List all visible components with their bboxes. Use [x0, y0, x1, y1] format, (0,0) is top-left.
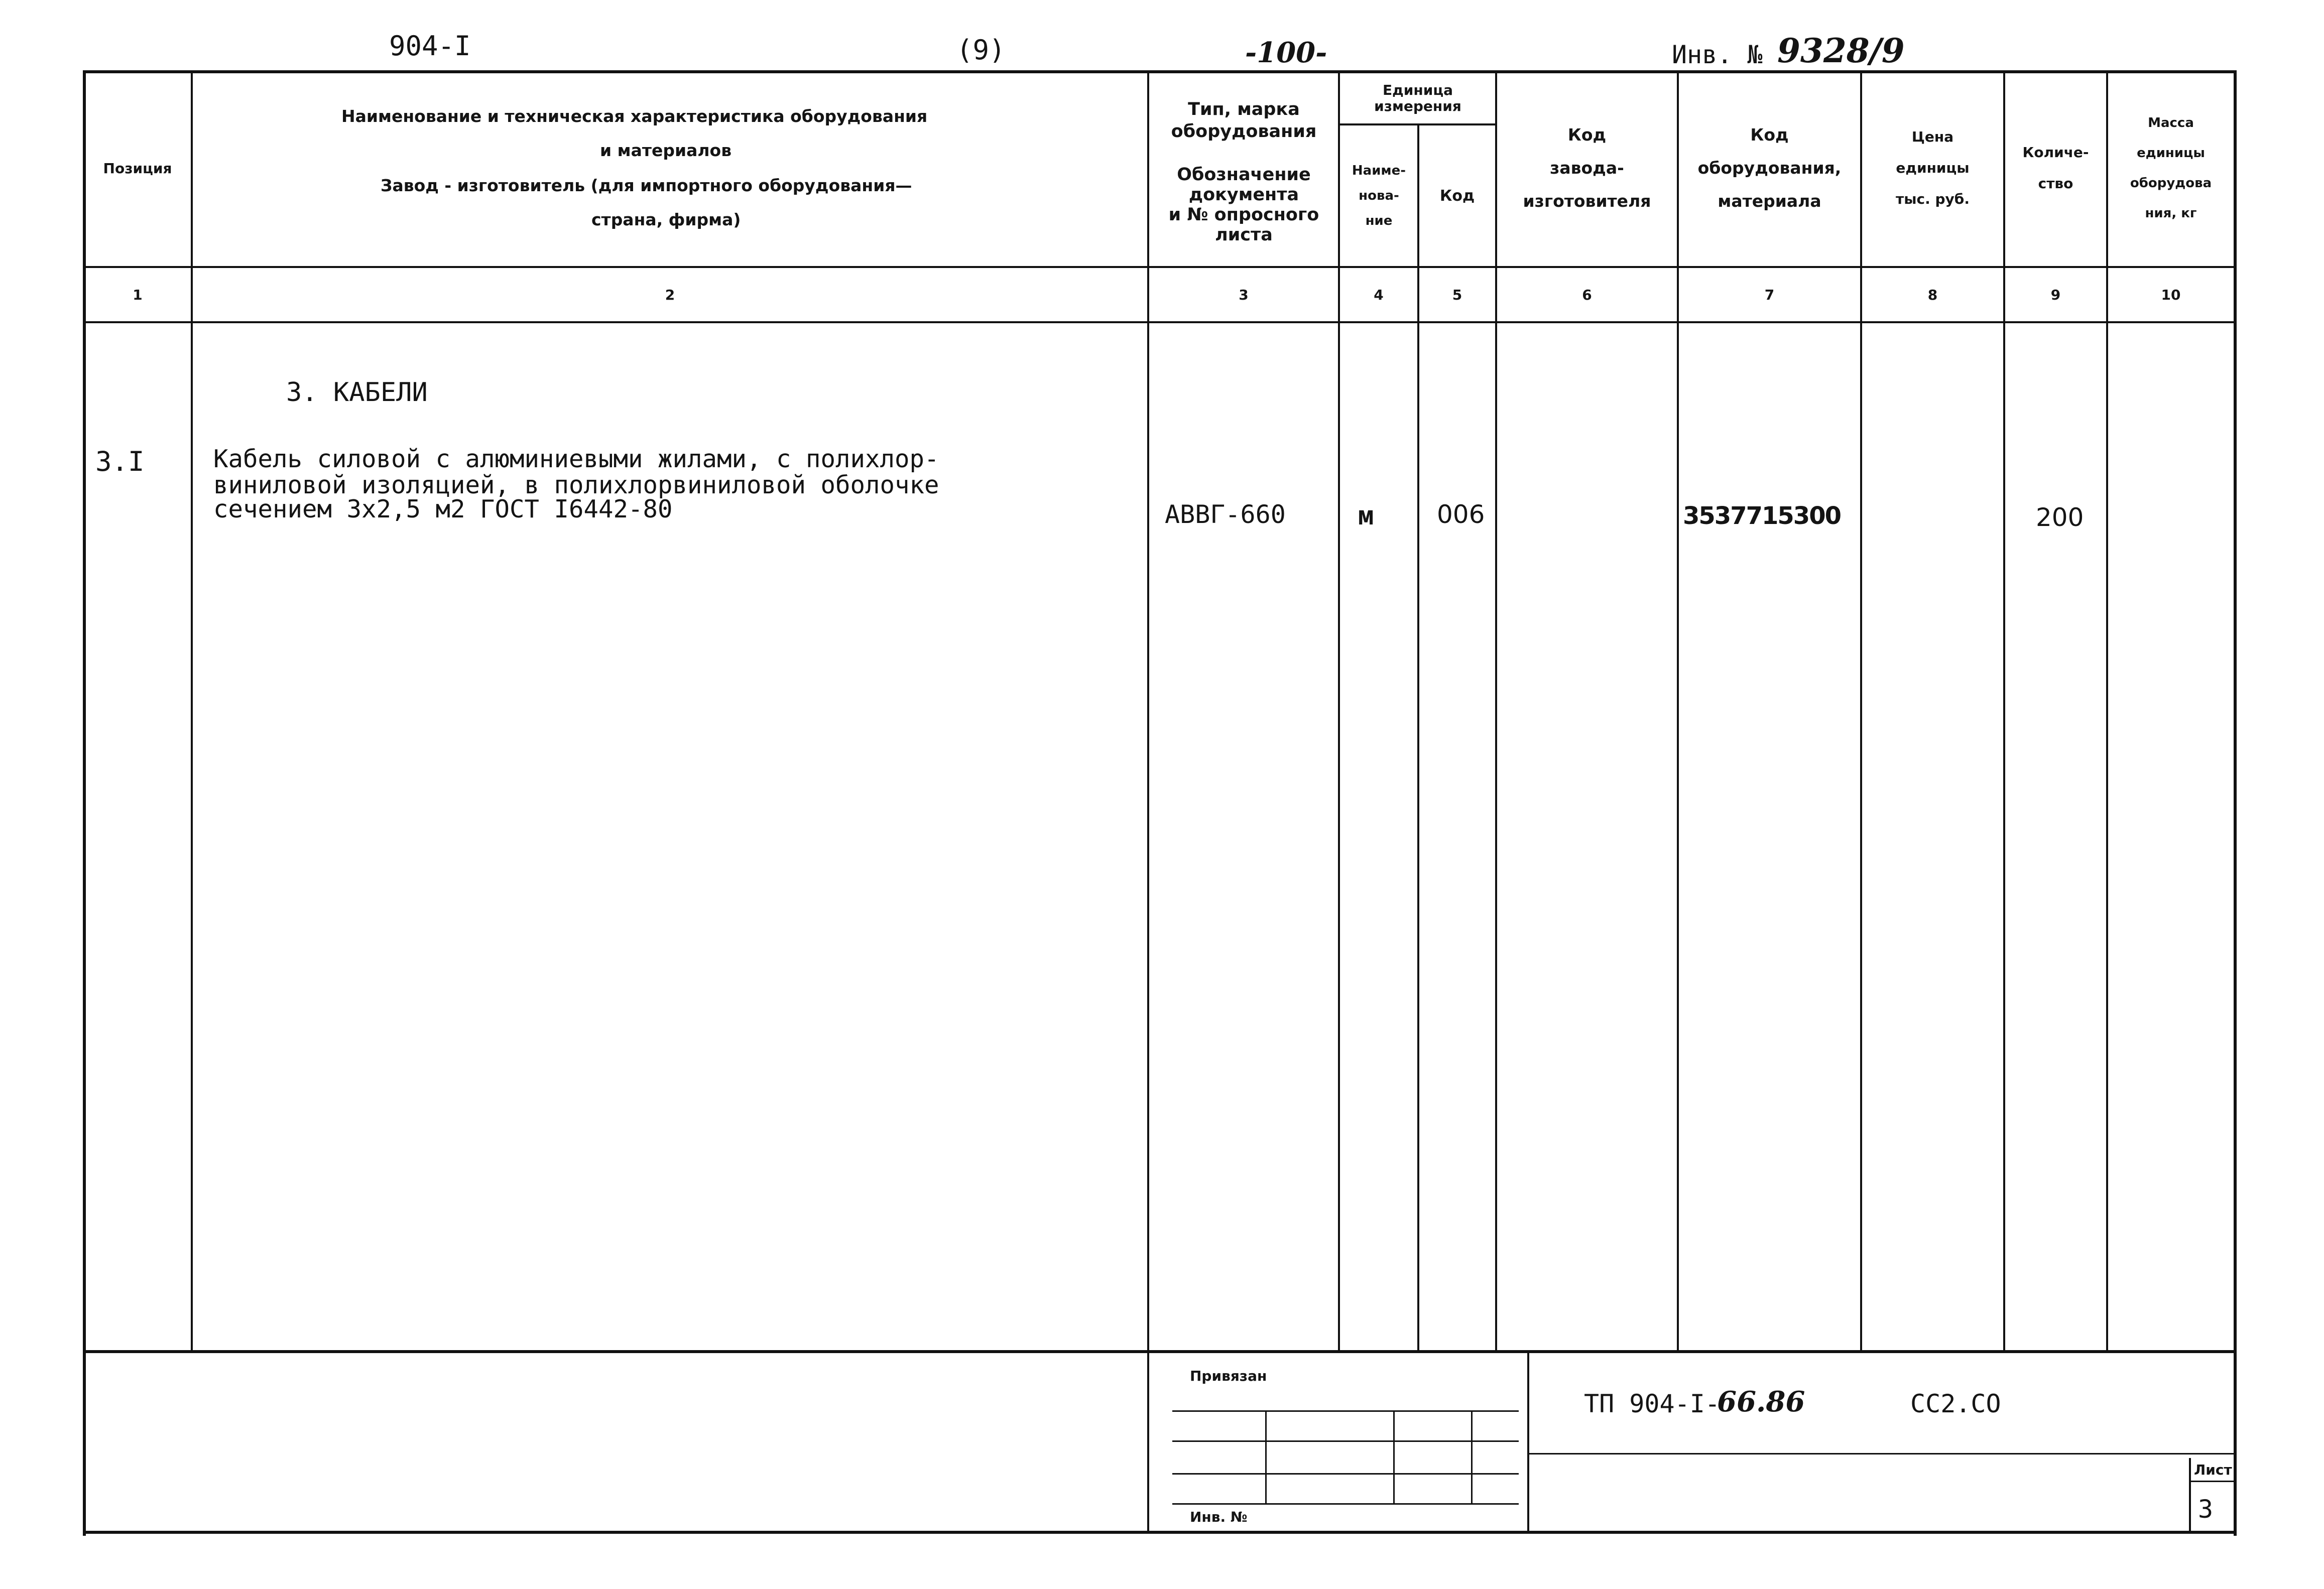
row-description-line: Кабель силовой с алюминиевыми жилами, с полихлор- [213, 445, 939, 473]
row-unit-code: 006 [1437, 500, 1485, 529]
row-description-line: виниловой изоляцией, в полихлорвиниловой оболочке [213, 471, 939, 499]
header-unit-code: Код [1439, 187, 1475, 205]
page-number: -100- [1245, 36, 1327, 69]
stamp-grid-line [1172, 1473, 1519, 1475]
header-quantity: Количе- ство [2022, 144, 2089, 192]
col-divider-1 [191, 70, 193, 1351]
stamp-top-line [83, 1350, 2237, 1353]
stamp-grid-line [1265, 1411, 1267, 1504]
document-code-prefix: ТП 904-I- [1584, 1389, 1720, 1418]
section-title: 3. КАБЕЛИ [286, 377, 428, 408]
header-name-line3: Завод - изготовитель (для импортного оборудования— [381, 176, 912, 195]
stamp-grid-line [1393, 1411, 1395, 1504]
sheet-box-line [2191, 1481, 2234, 1482]
header-name-line4: страна, фирма) [591, 210, 741, 229]
col-divider-3 [1338, 70, 1340, 1351]
header-type-mark: Тип, марка оборудования [1171, 99, 1317, 142]
header-equipment-code: Код оборудования, материала [1697, 125, 1842, 211]
document-code-suffix: СС2.СО [1910, 1389, 2001, 1418]
stamp-grid-line [1172, 1410, 1519, 1412]
sheet-label: Лист [2194, 1462, 2232, 1478]
row-equipment-code: 3537715300 [1683, 502, 1841, 530]
header-unit-group: Единица измерения [1374, 82, 1461, 114]
column-number: 6 [1582, 286, 1592, 303]
series-number: 904-I [389, 30, 471, 62]
document-code-handwritten: 66.86 [1717, 1385, 1805, 1418]
column-number: 3 [1239, 286, 1249, 303]
header-unit-name: Наиме- нова- ние [1352, 163, 1406, 228]
header-price: Цена единицы тыс. руб. [1895, 128, 1970, 207]
header-position: Позиция [103, 160, 172, 177]
row-description-line: сечением 3х2,5 м2 ГОСТ I6442-80 [213, 495, 673, 523]
frame-bottom-line [83, 1531, 2237, 1534]
stamp-grid-line [1172, 1503, 1519, 1505]
sheet-box-left-line [2189, 1458, 2191, 1531]
inventory-stamp-label: Инв. № [1190, 1509, 1248, 1525]
header-mass: Масса единицы оборудова ния, кг [2130, 115, 2212, 221]
column-number: 2 [665, 286, 675, 303]
col-divider-2 [1147, 70, 1149, 1351]
sheet-number: 3 [2198, 1495, 2214, 1524]
sheet-index-in-parens: (9) [956, 34, 1006, 66]
stamp-grid-line [1172, 1440, 1519, 1442]
inventory-label: Инв. № [1672, 40, 1763, 69]
row-quantity: 200 [2036, 503, 2084, 532]
column-number: 8 [1927, 286, 1938, 303]
column-number: 10 [2161, 286, 2181, 303]
header-name-line1: Наименование и техническая характеристика оборудования [341, 106, 928, 126]
frame-right-line [2234, 70, 2237, 1536]
inventory-number: 9328/9 [1777, 31, 1905, 70]
column-number: 4 [1374, 286, 1384, 303]
column-number-row-line [83, 321, 2237, 323]
bound-label: Привязан [1190, 1368, 1267, 1384]
stamp-left-line [1147, 1350, 1149, 1531]
header-document-designation: Обозначение документа и № опросного листа [1168, 165, 1319, 245]
header-name-line2: и материалов [600, 141, 732, 160]
stamp-grid-line [1471, 1411, 1473, 1504]
row-unit-name: м [1358, 501, 1374, 531]
column-number: 7 [1764, 286, 1775, 303]
row-type-mark: АВВГ-660 [1165, 500, 1286, 529]
column-number: 5 [1452, 286, 1462, 303]
column-number: 9 [2050, 286, 2061, 303]
row-position: 3.I [95, 446, 145, 477]
column-number: 1 [133, 286, 143, 303]
stamp-code-underline [1529, 1453, 2234, 1454]
header-factory-code: Код завода- изготовителя [1523, 125, 1651, 211]
stamp-mid-line [1527, 1350, 1529, 1531]
